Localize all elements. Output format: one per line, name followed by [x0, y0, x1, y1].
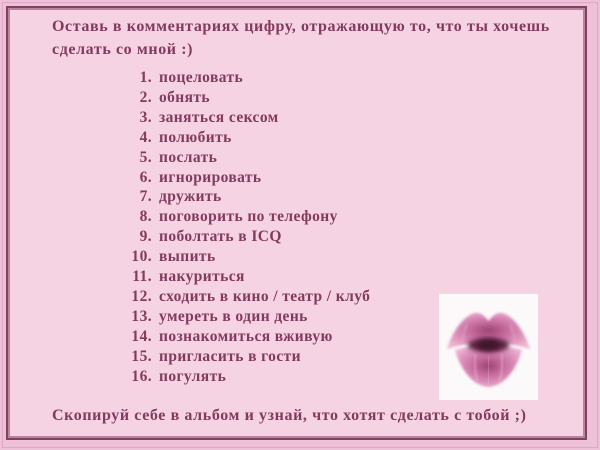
list-item	[126, 88, 370, 108]
kiss-lips-image	[439, 294, 538, 400]
list-item-number: 5.	[139, 148, 152, 166]
header-text: Оставь в комментариях цифру, отражающую то, что ты хочешь сделать со мной :)	[52, 18, 550, 58]
list-item	[126, 207, 370, 227]
list-item-number: 9.	[139, 228, 152, 246]
list-item-label: полюбить	[159, 128, 232, 146]
list-item-number: 3.	[139, 108, 152, 126]
list-item	[126, 128, 370, 148]
footer-text: Скопируй себе в альбом и узнай, что хотят сделать с тобой ;)	[52, 407, 527, 424]
list-item-number: 11.	[132, 268, 152, 286]
list-item-number: 15.	[131, 347, 152, 365]
options-list	[126, 68, 370, 387]
list-item-number: 14.	[131, 327, 152, 345]
list-item-number: 10.	[131, 248, 152, 266]
list-item-label: пригласить в гости	[159, 347, 301, 365]
list-item-number: 13.	[131, 307, 152, 325]
list-item-label: поговорить по телефону	[159, 208, 338, 226]
list-item-label: умереть в один день	[159, 307, 308, 325]
kiss-lips-icon	[439, 294, 538, 400]
list-item-number: 2.	[139, 88, 152, 106]
list-item-label: погулять	[159, 367, 227, 385]
list-item-label: познакомиться вживую	[159, 327, 333, 345]
list-item-number: 4.	[139, 128, 152, 146]
list-item	[126, 227, 370, 247]
list-item	[126, 187, 370, 207]
list-item-label: послать	[159, 148, 218, 166]
list-item-number: 12.	[131, 287, 152, 305]
list-item-label: игнорировать	[159, 168, 262, 186]
list-item-number: 8.	[139, 208, 152, 226]
list-item-number: 1.	[139, 69, 152, 86]
list-item-number: 6.	[139, 168, 152, 186]
list-item-label: дружить	[159, 188, 222, 206]
list-item-label: поболтать в ICQ	[159, 228, 282, 246]
list-item	[126, 148, 370, 168]
list-item	[126, 68, 370, 88]
list-item-label: выпить	[159, 248, 216, 266]
list-item	[126, 267, 370, 287]
list-item	[126, 287, 370, 307]
list-item	[126, 327, 370, 347]
list-item	[126, 108, 370, 128]
list-item-label: сходить в кино / театр / клуб	[159, 287, 371, 305]
list-item-number: 16.	[131, 367, 152, 385]
list-item-number: 7.	[139, 188, 152, 206]
list-item-label: поцеловать	[159, 69, 244, 86]
list-item	[126, 367, 370, 387]
list-item-label: обнять	[159, 88, 211, 106]
list-item	[126, 347, 370, 367]
list-item	[126, 168, 370, 188]
list-item-label: накуриться	[159, 268, 245, 286]
list-item	[126, 247, 370, 267]
list-item-label: заняться сексом	[159, 108, 279, 126]
list-item	[126, 307, 370, 327]
